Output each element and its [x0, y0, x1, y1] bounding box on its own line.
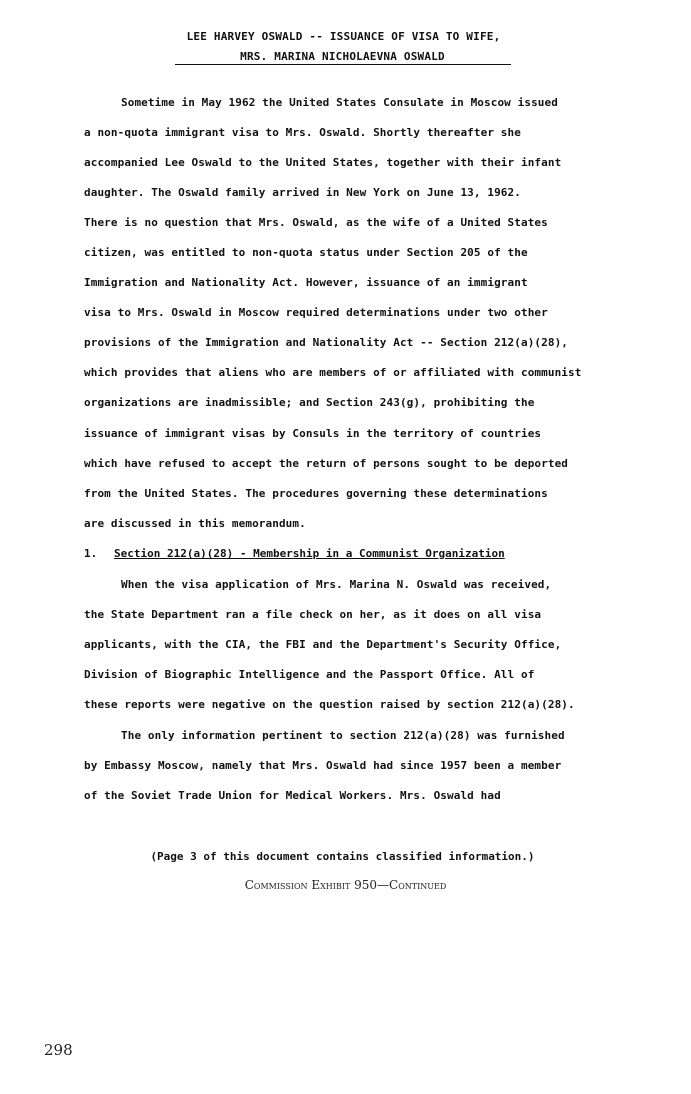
section-number: 1.	[84, 547, 98, 560]
paragraph1-line: provisions of the Immigration and Nationality Act -- Section 212(a)(28),	[84, 336, 569, 349]
document-subtitle-text: MRS. MARINA NICHOLAEVNA OSWALD	[175, 50, 511, 65]
paragraph3-line: by Embassy Moscow, namely that Mrs. Oswald had since 1957 been a member	[84, 759, 562, 772]
document-subtitle	[0, 50, 688, 65]
exhibit-label: Commission Exhibit 950—Continued	[244, 878, 447, 892]
paragraph1-line: from the United States. The procedures governing these determinations	[84, 487, 548, 500]
paragraph1-line: Sometime in May 1962 the United States Consulate in Moscow issued	[121, 96, 558, 109]
paragraph1-line: daughter. The Oswald family arrived in New York on June 13, 1962.	[84, 186, 521, 199]
paragraph1-line: which have refused to accept the return of persons sought to be deported	[84, 457, 569, 470]
classified-note: (Page 3 of this document contains classified information.)	[150, 850, 535, 863]
paragraph3-line: The only information pertinent to section 212(a)(28) was furnished	[121, 729, 565, 742]
paragraph1-line: issuance of immigrant visas by Consuls in the territory of countries	[84, 427, 542, 440]
paragraph1-line: There is no question that Mrs. Oswald, as the wife of a United States	[84, 216, 548, 229]
paragraph3-line: of the Soviet Trade Union for Medical Workers. Mrs. Oswald had	[84, 789, 501, 802]
page-number: 298	[44, 1041, 73, 1059]
paragraph2-line: these reports were negative on the question raised by section 212(a)(28).	[84, 698, 575, 711]
document-title: LEE HARVEY OSWALD -- ISSUANCE OF VISA TO WIFE,	[186, 30, 501, 43]
paragraph1-line: which provides that aliens who are members of or affiliated with communist	[84, 366, 582, 379]
paragraph1-line: a non-quota immigrant visa to Mrs. Oswald. Shortly thereafter she	[84, 126, 521, 139]
paragraph1-line: accompanied Lee Oswald to the United States, together with their infant	[84, 156, 562, 169]
paragraph1-line: are discussed in this memorandum.	[84, 517, 306, 530]
paragraph2-line: Division of Biographic Intelligence and the Passport Office. All of	[84, 668, 535, 681]
paragraph2-line: the State Department ran a file check on her, as it does on all visa	[84, 608, 542, 621]
paragraph2-line: When the visa application of Mrs. Marina N. Oswald was received,	[121, 578, 552, 591]
section-heading: Section 212(a)(28) - Membership in a Communist Organization	[114, 547, 505, 560]
paragraph1-line: citizen, was entitled to non-quota status under Section 205 of the	[84, 246, 528, 259]
paragraph1-line: visa to Mrs. Oswald in Moscow required determinations under two other	[84, 306, 548, 319]
paragraph1-line: organizations are inadmissible; and Section 243(g), prohibiting the	[84, 396, 535, 409]
paragraph2-line: applicants, with the CIA, the FBI and the Department's Security Office,	[84, 638, 562, 651]
paragraph1-line: Immigration and Nationality Act. However, issuance of an immigrant	[84, 276, 528, 289]
